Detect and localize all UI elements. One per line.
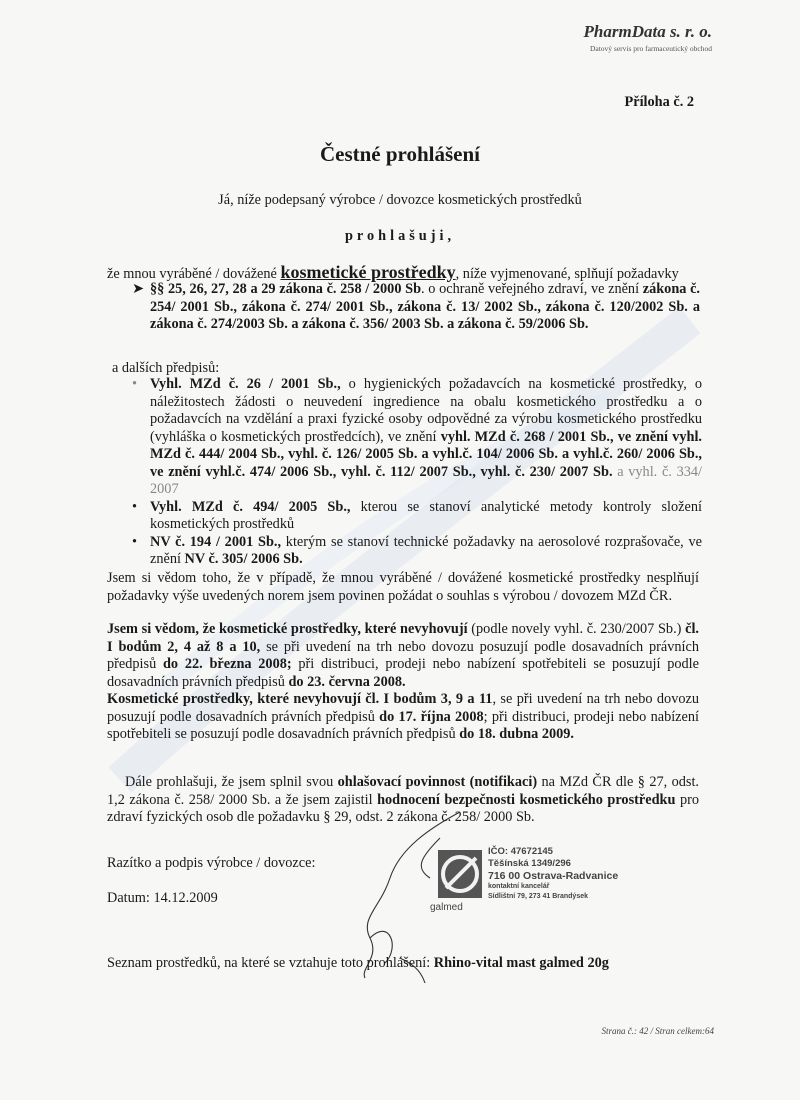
page-number: Strana č.: 42 / Stran celkem:64	[601, 1026, 714, 1036]
consent-paragraph	[107, 570, 699, 605]
bullet-icon: •	[132, 376, 138, 392]
text-segment: na MZd ČR dle § 27, odst. 1,2 zákona č. 258/ 2000 Sb. a že jsem zajistil	[107, 774, 700, 808]
arrow-bullet-icon: ➤	[132, 281, 144, 297]
bold-text-segment: Jsem si vědom, že kosmetické prostředky, které nevyhovují	[107, 621, 468, 637]
text-segment: (podle novely vyhl. č. 230/2007 Sb.)	[467, 621, 686, 637]
list-item-text	[150, 376, 702, 497]
product-list-line	[107, 955, 609, 972]
list-item	[130, 499, 702, 534]
stamp-signature-label: Razítko a podpis výrobce / dovozce:	[107, 855, 316, 871]
logo-tagline: Datový servis pro farmaceutický obchod	[589, 44, 712, 53]
bold-text-segment: Rhino-vital mast galmed 20g	[433, 955, 609, 971]
list-item-text	[150, 534, 702, 568]
stamp-city: 716 00 Ostrava-Radvanice	[488, 870, 619, 882]
document-title: Čestné prohlášení	[319, 142, 481, 166]
bold-text-segment: zákona č. 254/ 2001 Sb., zákona č. 274/ 2001 Sb., zákona č. 13/ 2002 Sb., zákona č. 120/2002 Sb. a zákona č. 274/2003 Sb. a zákona č. 356/ 2003 Sb. a zákona č. 59/2006 Sb.	[150, 281, 700, 332]
stamp-street: Těšínská 1349/296	[488, 858, 571, 869]
requirements-intro	[107, 262, 707, 283]
transition-paragraph	[107, 621, 699, 744]
text-segment: kterým se stanoví technické požadavky na aerosolové rozprašovače, ve znění	[150, 533, 702, 567]
stamp-ico: IČO: 47672145	[488, 846, 553, 857]
company-logo	[572, 24, 712, 53]
bold-text-segment: kosmetické prostředky	[280, 262, 456, 282]
other-regulations-label: a dalších předpisů:	[112, 360, 220, 376]
law-list-text	[150, 281, 700, 334]
stamp-office: Sídlištní 79, 273 41 Brandýsek	[488, 893, 588, 900]
transition-part-1	[107, 621, 699, 691]
text-segment: a vyhl. č. 334/ 2007	[150, 463, 702, 497]
text-segment: Jsem si vědom toho, že v případě, že mnou vyráběné / dovážené kosmetické prostředky nesplňují požadavky výše uvedených norem jsem povinen požádat o souhlas s výrobou / dovozem MZd ČR.	[107, 570, 699, 604]
list-item-text	[150, 499, 702, 533]
bold-text-segment: NV č. 305/ 2006 Sb.	[184, 551, 303, 567]
company-stamp	[430, 846, 710, 916]
bullet-icon: •	[132, 498, 138, 515]
text-segment: , se při uvedení na trh nebo dovozu posuzují podle dosavadních právních předpisů	[107, 691, 699, 725]
bullet-icon: •	[132, 533, 138, 550]
list-item	[130, 534, 702, 569]
bold-text-segment: ohlašovací povinnost (notifikaci)	[337, 774, 538, 790]
bold-text-segment: Kosmetické prostředky, které nevyhovují čl. I bodům 3, 9 a 11	[107, 691, 493, 707]
text-segment: kterou se stanoví analytické metody kontroly složení kosmetických prostředků	[150, 498, 702, 532]
intro-line: Já, níže podepsaný výrobce / dovozce kosmetických prostředků	[218, 192, 582, 208]
bold-text-segment: do 23. června 2008.	[288, 673, 406, 690]
text-segment: . o ochraně veřejného zdraví, ve znění	[421, 281, 643, 297]
transition-part-2	[107, 691, 699, 744]
bold-text-segment: do 18. dubna 2009.	[459, 726, 575, 742]
date-field: Datum: 14.12.2009	[107, 890, 218, 906]
regulations-list	[130, 376, 702, 569]
text-segment: se při uvedení na trh nebo dovozu posuzují podle dosavadních právních předpisů	[107, 638, 700, 672]
text-segment: o hygienických požadavcích na kosmetické prostředky, o náležitostech žádosti o neuvedení ingredience na obalu kosmetického prostředku a o požadavcích na vzdělání a praxi fyzické osoby odpovědné za výrobu kosmetického prostředku (vyhláška o kosmetických prostředcích), ve znění	[150, 376, 702, 445]
text-segment: že mnou vyráběné / dovážené	[107, 266, 281, 282]
bold-text-segment: čl. I bodům 2, 4 až 8 a 10,	[107, 621, 699, 655]
stamp-office-label: kontaktní kancelář	[488, 883, 550, 890]
bold-text-segment: §§ 25, 26, 27, 28 a 29 zákona č. 258 / 2000 Sb	[150, 281, 422, 297]
text-segment: Dále prohlašuji, že jsem splnil svou	[125, 774, 338, 790]
text-segment: , níže vyjmenované, splňují požadavky	[455, 266, 679, 282]
appendix-label: Příloha č. 2	[624, 94, 694, 110]
bold-text-segment: do 22. března 2008;	[162, 656, 292, 672]
list-item	[130, 376, 702, 499]
bold-text-segment: Vyhl. MZd č. 26 / 2001 Sb.,	[150, 376, 341, 392]
text-segment: pro zdraví fyzických osob dle požadavku § 29, odst. 2 zákona č. 258/ 2000 Sb.	[107, 791, 700, 825]
text-segment: ; při distribuci, prodeji nebo nabízení spotřebiteli se posuzují podle dosavadních právních předpisů	[107, 708, 699, 742]
text-segment: Seznam prostředků, na které se vztahuje toto prohlášení:	[107, 955, 434, 971]
bold-text-segment: hodnocení bezpečnosti kosmetického prostředku	[377, 791, 676, 808]
bold-text-segment: NV č. 194 / 2001 Sb.,	[150, 533, 282, 550]
law-list-item	[132, 281, 700, 334]
bold-text-segment: do 17. října 2008	[379, 708, 484, 725]
stamp-brand: galmed	[430, 902, 463, 913]
bold-text-segment: vyhl. MZd č. 268 / 2001 Sb., ve znění vyhl. MZd č. 444/ 2004 Sb., vyhl. č. 126/ 2005 Sb. a vyhl.č. 104/ 2006 Sb. a vyhl.č. 260/ 2006 Sb., ve znění vyhl.č. 474/ 2006 Sb., vyhl. č. 112/ 2007 Sb., vyhl. č. 230/ 2007 Sb.	[150, 428, 702, 480]
logo-name: PharmData s. r. o.	[583, 22, 712, 41]
bold-text-segment: Vyhl. MZd č. 494/ 2005 Sb.,	[150, 498, 351, 515]
declare-word: prohlašuji,	[344, 228, 456, 244]
text-segment: při distribuci, prodeji nebo nabízení spotřebiteli se posuzují podle dosavadních právních předpisů	[107, 656, 699, 690]
